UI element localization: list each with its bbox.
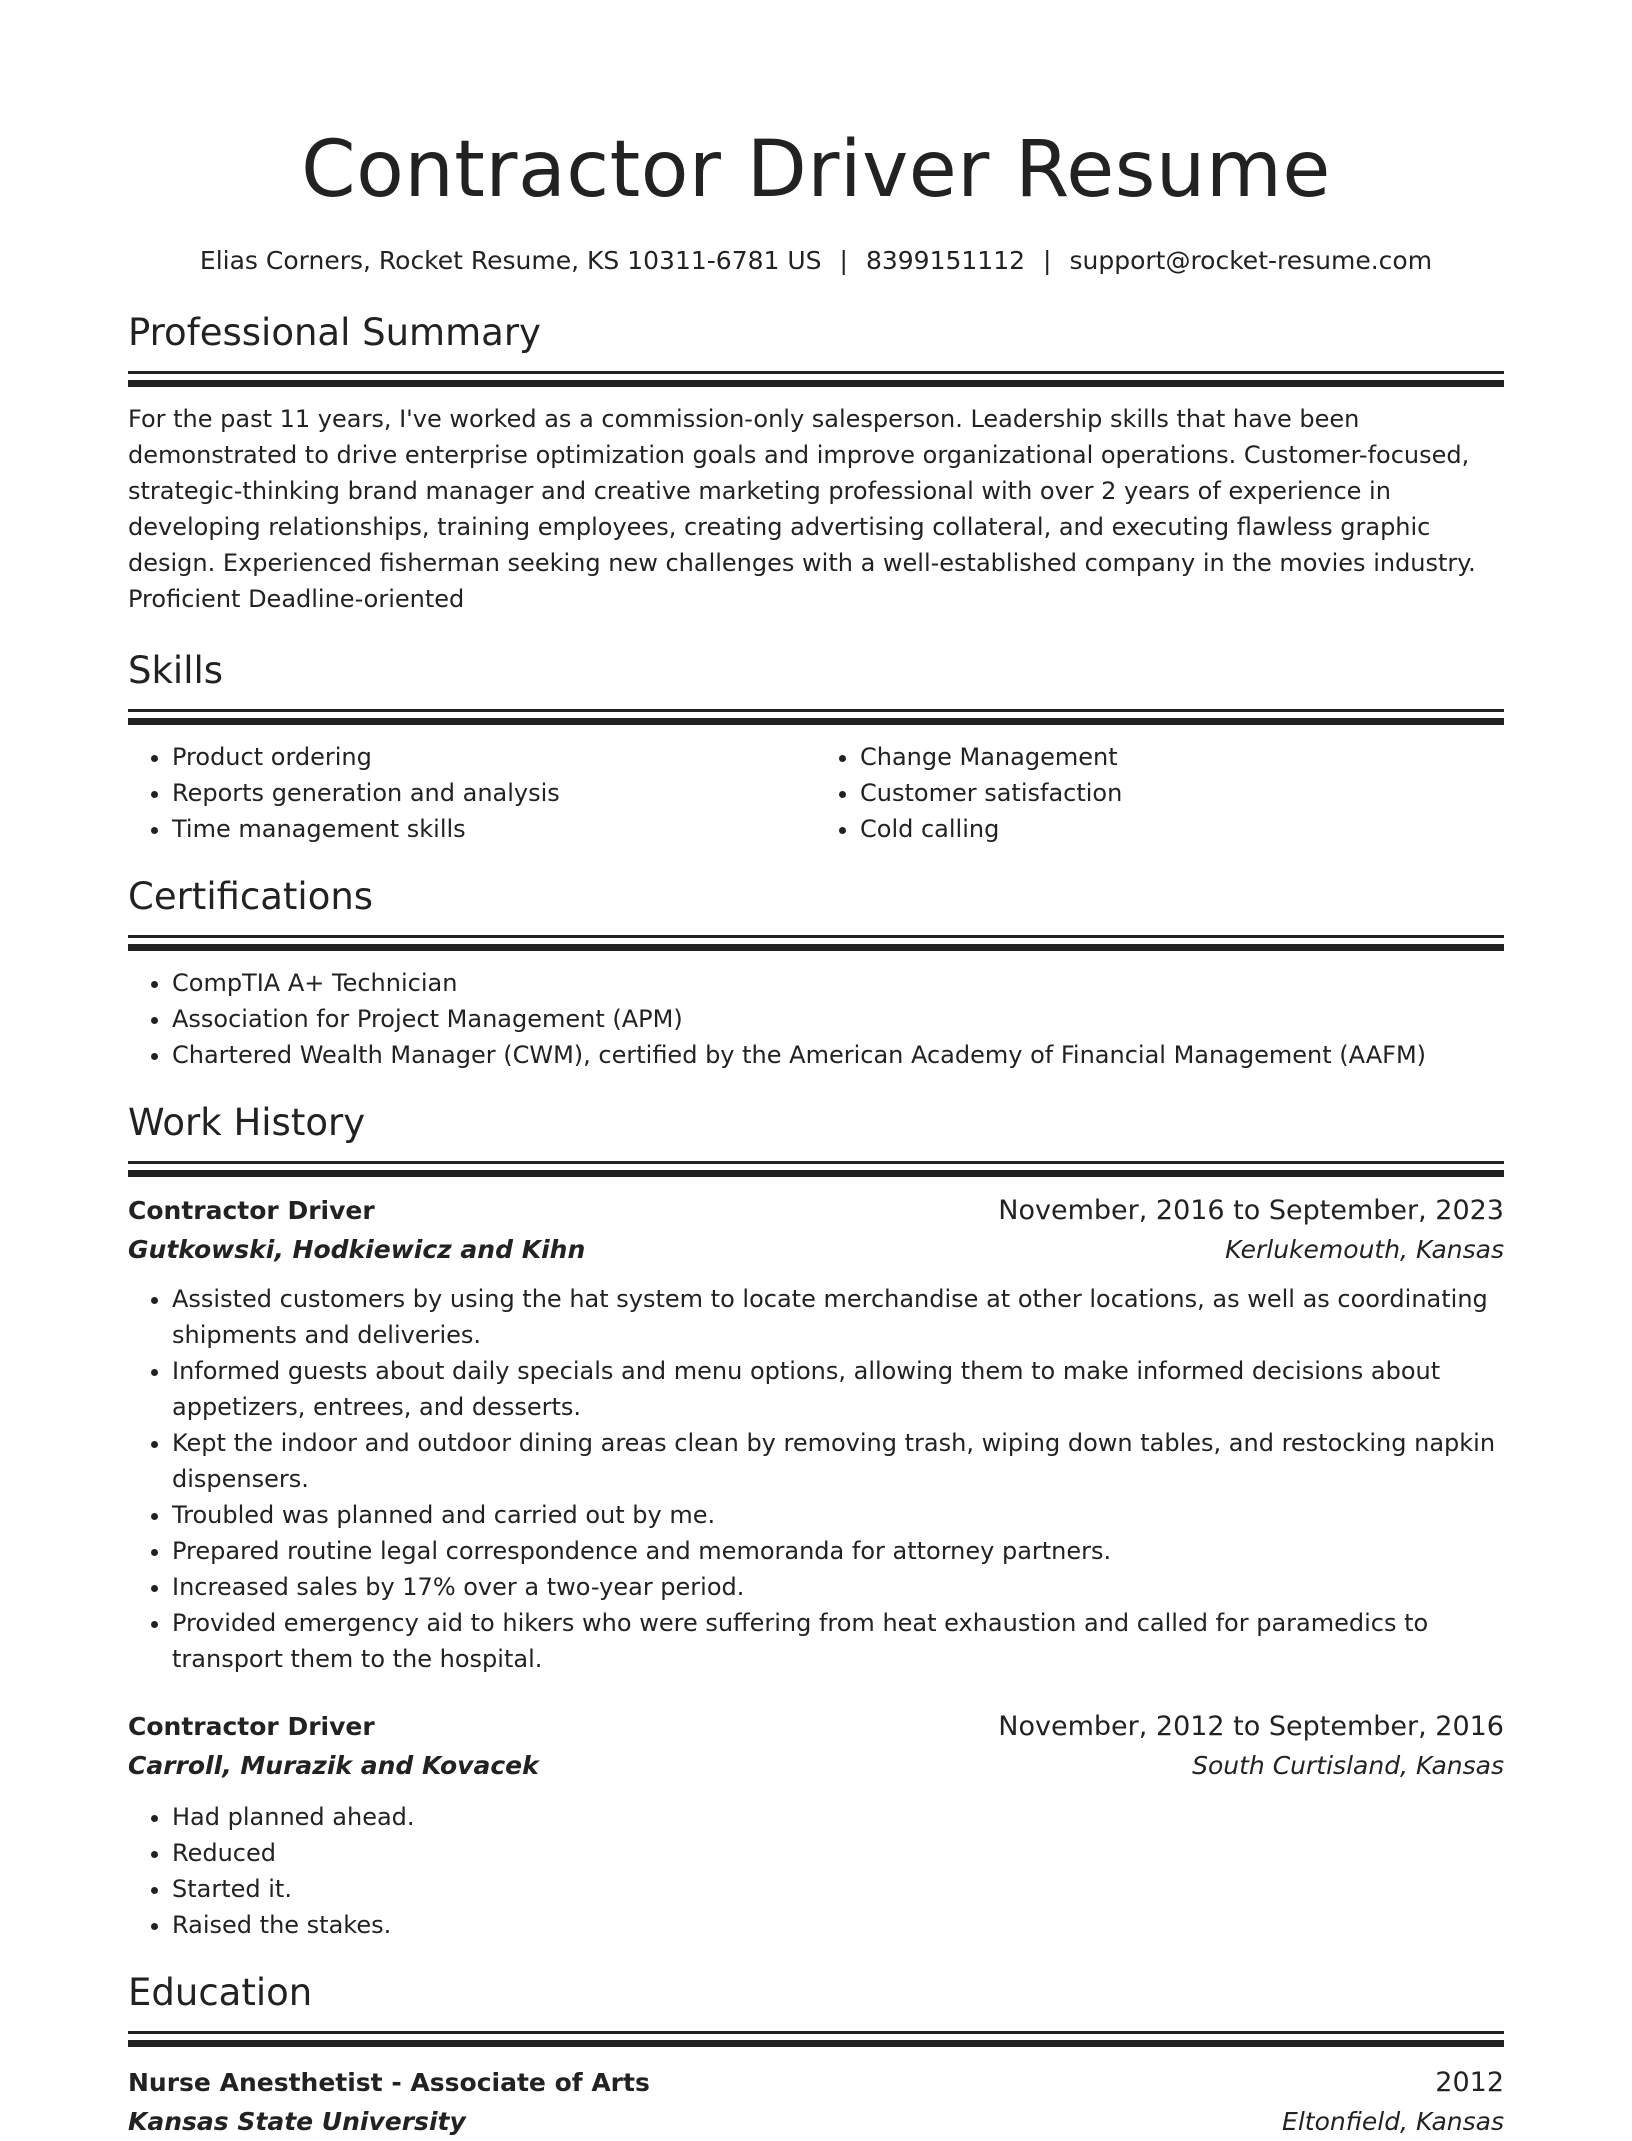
job-dates: November, 2016 to September, 2023 xyxy=(998,1195,1504,1226)
job-duty: • Raised the stakes. xyxy=(172,1907,1504,1943)
education-location: Eltonfield, Kansas xyxy=(1282,2107,1504,2136)
work-history-heading: Work History xyxy=(128,1101,366,1144)
job-company: Carroll, Murazik and Kovacek xyxy=(128,1751,539,1780)
education-entry xyxy=(128,2063,1504,2141)
certifications-list xyxy=(128,965,1504,1073)
job-title: Contractor Driver xyxy=(128,1712,375,1741)
skills-grid xyxy=(128,725,1504,847)
skills-section xyxy=(128,647,1504,847)
job-title: Contractor Driver xyxy=(128,1196,375,1225)
section-divider xyxy=(128,371,1504,374)
education-subheader xyxy=(128,2103,1504,2141)
summary-text: For the past 11 years, I've worked as a commission-only salesperson. Leadership skills that have been demonstrated to drive enterprise optimization goals and improve organizational operations. Customer-focused, strategic-thinking brand manager and creative marketing professional with over 2 years of experience in developing relationships, training employees, creating advertising collateral, and executing flawless graphic design. Experienced fisherman seeking new challenges with a well-established company in the movies industry. Proficient Deadline-oriented xyxy=(128,405,1476,613)
section-divider xyxy=(128,718,1504,725)
education-school: Kansas State University xyxy=(128,2107,466,2136)
skill-item: • Time management skills xyxy=(172,811,816,847)
section-divider xyxy=(128,935,1504,938)
skill-item: • Reports generation and analysis xyxy=(172,775,816,811)
skills-list-right xyxy=(816,739,1504,847)
job-duty: • Kept the indoor and outdoor dining areas clean by removing trash, wiping down tables, and restocking napkin dispensers. xyxy=(172,1425,1504,1497)
job-duty: • Informed guests about daily specials and menu options, allowing them to make informed decisions about appetizers, entrees, and desserts. xyxy=(172,1353,1504,1425)
skill-item: • Product ordering xyxy=(172,739,816,775)
job-duty: • Assisted customers by using the hat system to locate merchandise at other locations, as well as coordinating shipments and deliveries. xyxy=(172,1281,1504,1353)
education-degree: Nurse Anesthetist - Associate of Arts xyxy=(128,2068,650,2097)
section-divider xyxy=(128,2031,1504,2034)
job-duty: • Increased sales by 17% over a two-year period. xyxy=(172,1569,1504,1605)
job-header xyxy=(128,1707,1504,1747)
contact-address: Elias Corners, Rocket Resume, KS 10311-6781 US xyxy=(199,246,822,275)
job-duty: • Had planned ahead. xyxy=(172,1799,1504,1835)
section-divider xyxy=(128,709,1504,712)
job-dates: November, 2012 to September, 2016 xyxy=(998,1711,1504,1742)
skill-item: • Customer satisfaction xyxy=(860,775,1504,811)
job-location: Kerlukemouth, Kansas xyxy=(1225,1235,1504,1264)
section-divider xyxy=(128,944,1504,951)
contact-line xyxy=(128,244,1504,278)
job-duty: • Reduced xyxy=(172,1835,1504,1871)
certification-item: • CompTIA A+ Technician xyxy=(172,965,1504,1001)
certifications-section xyxy=(128,873,1504,1073)
section-divider xyxy=(128,1170,1504,1177)
contact-separator: | xyxy=(1043,246,1052,275)
job-location: South Curtisland, Kansas xyxy=(1192,1751,1504,1780)
contact-email: support@rocket-resume.com xyxy=(1069,246,1433,275)
job-duty: • Prepared routine legal correspondence and memoranda for attorney partners. xyxy=(172,1533,1504,1569)
job-header xyxy=(128,1191,1504,1231)
education-year: 2012 xyxy=(1435,2067,1504,2098)
job-duties-list xyxy=(128,1281,1504,1677)
work-history-section xyxy=(128,1099,1504,1943)
certification-item: • Association for Project Management (APM) xyxy=(172,1001,1504,1037)
job-subheader xyxy=(128,1747,1504,1785)
contact-separator: | xyxy=(839,246,848,275)
certification-item: • Chartered Wealth Manager (CWM), certified by the American Academy of Financial Management (AAFM) xyxy=(172,1037,1504,1073)
certifications-heading: Certifications xyxy=(128,875,374,918)
job-duty: • Troubled was planned and carried out by me. xyxy=(172,1497,1504,1533)
contact-phone: 8399151112 xyxy=(865,246,1026,275)
job-duties-list xyxy=(128,1799,1504,1943)
education-section xyxy=(128,1969,1504,2141)
job-duty: • Provided emergency aid to hikers who were suffering from heat exhaustion and called for paramedics to transport them to the hospital. xyxy=(172,1605,1504,1677)
resume-title: Contractor Driver Resume xyxy=(301,125,1331,215)
education-heading: Education xyxy=(128,1971,313,2014)
skills-list-left xyxy=(128,739,816,847)
skills-heading: Skills xyxy=(128,649,224,692)
job-duty: • Started it. xyxy=(172,1871,1504,1907)
summary-heading: Professional Summary xyxy=(128,311,541,354)
section-divider xyxy=(128,2040,1504,2047)
summary-section xyxy=(128,309,1504,617)
section-divider xyxy=(128,380,1504,387)
resume-page xyxy=(128,0,1504,2141)
section-divider xyxy=(128,1161,1504,1164)
skill-item: • Change Management xyxy=(860,739,1504,775)
education-header xyxy=(128,2063,1504,2103)
job-entry xyxy=(128,1707,1504,1943)
skill-item: • Cold calling xyxy=(860,811,1504,847)
job-entry xyxy=(128,1191,1504,1677)
job-company: Gutkowski, Hodkiewicz and Kihn xyxy=(128,1235,586,1264)
job-subheader xyxy=(128,1231,1504,1269)
